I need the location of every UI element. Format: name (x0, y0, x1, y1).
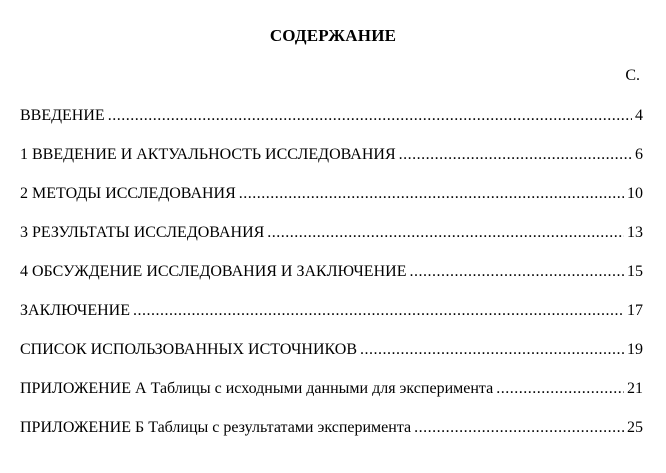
toc-entry-page: 10 (627, 185, 643, 202)
toc-entry-title: 2 МЕТОДЫ ИССЛЕДОВАНИЯ (20, 185, 236, 202)
dot-leader (108, 106, 632, 126)
toc-entry-page: 25 (627, 419, 643, 436)
toc-entry-introduction[interactable] (20, 103, 643, 142)
toc-entry-page: 19 (627, 341, 643, 358)
dot-leader (133, 301, 624, 321)
dot-leader (267, 223, 624, 243)
dot-leader (409, 262, 624, 282)
dot-leader (239, 184, 624, 204)
toc-entry-appendix-a[interactable] (20, 376, 643, 415)
toc-entry-chapter-1[interactable] (20, 142, 643, 181)
toc-entry-page: 13 (627, 224, 643, 241)
dot-leader (414, 418, 624, 438)
dot-leader (360, 340, 624, 360)
page-column-label: С. (625, 67, 640, 84)
dot-leader (496, 379, 624, 399)
toc-entry-title: ЗАКЛЮЧЕНИЕ (20, 302, 130, 319)
toc-entry-page: 4 (635, 107, 643, 124)
toc-entry-page: 6 (635, 146, 643, 163)
toc-entry-title: 4 ОБСУЖДЕНИЕ ИССЛЕДОВАНИЯ И ЗАКЛЮЧЕНИЕ (20, 263, 407, 280)
toc-entry-page: 17 (627, 302, 643, 319)
toc-entry-page: 15 (627, 263, 643, 280)
toc-entry-chapter-2[interactable] (20, 181, 643, 220)
toc-entry-page: 21 (627, 380, 643, 397)
dot-leader (399, 145, 632, 165)
toc-entry-chapter-4[interactable] (20, 259, 643, 298)
toc-entry-title: 1 ВВЕДЕНИЕ И АКТУАЛЬНОСТЬ ИССЛЕДОВАНИЯ (20, 146, 396, 163)
toc-entry-title: СПИСОК ИСПОЛЬЗОВАННЫХ ИСТОЧНИКОВ (20, 341, 358, 358)
toc-entry-title: ПРИЛОЖЕНИЕ А Таблицы с исходными данными для эксперимента (20, 380, 494, 397)
toc-entry-appendix-b[interactable] (20, 415, 643, 454)
toc-entry-chapter-3[interactable] (20, 220, 643, 259)
table-of-contents (20, 103, 643, 454)
toc-entry-conclusion[interactable] (20, 298, 643, 337)
toc-entry-title: 3 РЕЗУЛЬТАТЫ ИССЛЕДОВАНИЯ (20, 224, 265, 241)
toc-entry-title: ВВЕДЕНИЕ (20, 107, 105, 124)
toc-entry-title: ПРИЛОЖЕНИЕ Б Таблицы с результатами эксперимента (20, 419, 412, 436)
toc-title: СОДЕРЖАНИЕ (269, 26, 397, 45)
toc-entry-references[interactable] (20, 337, 643, 376)
